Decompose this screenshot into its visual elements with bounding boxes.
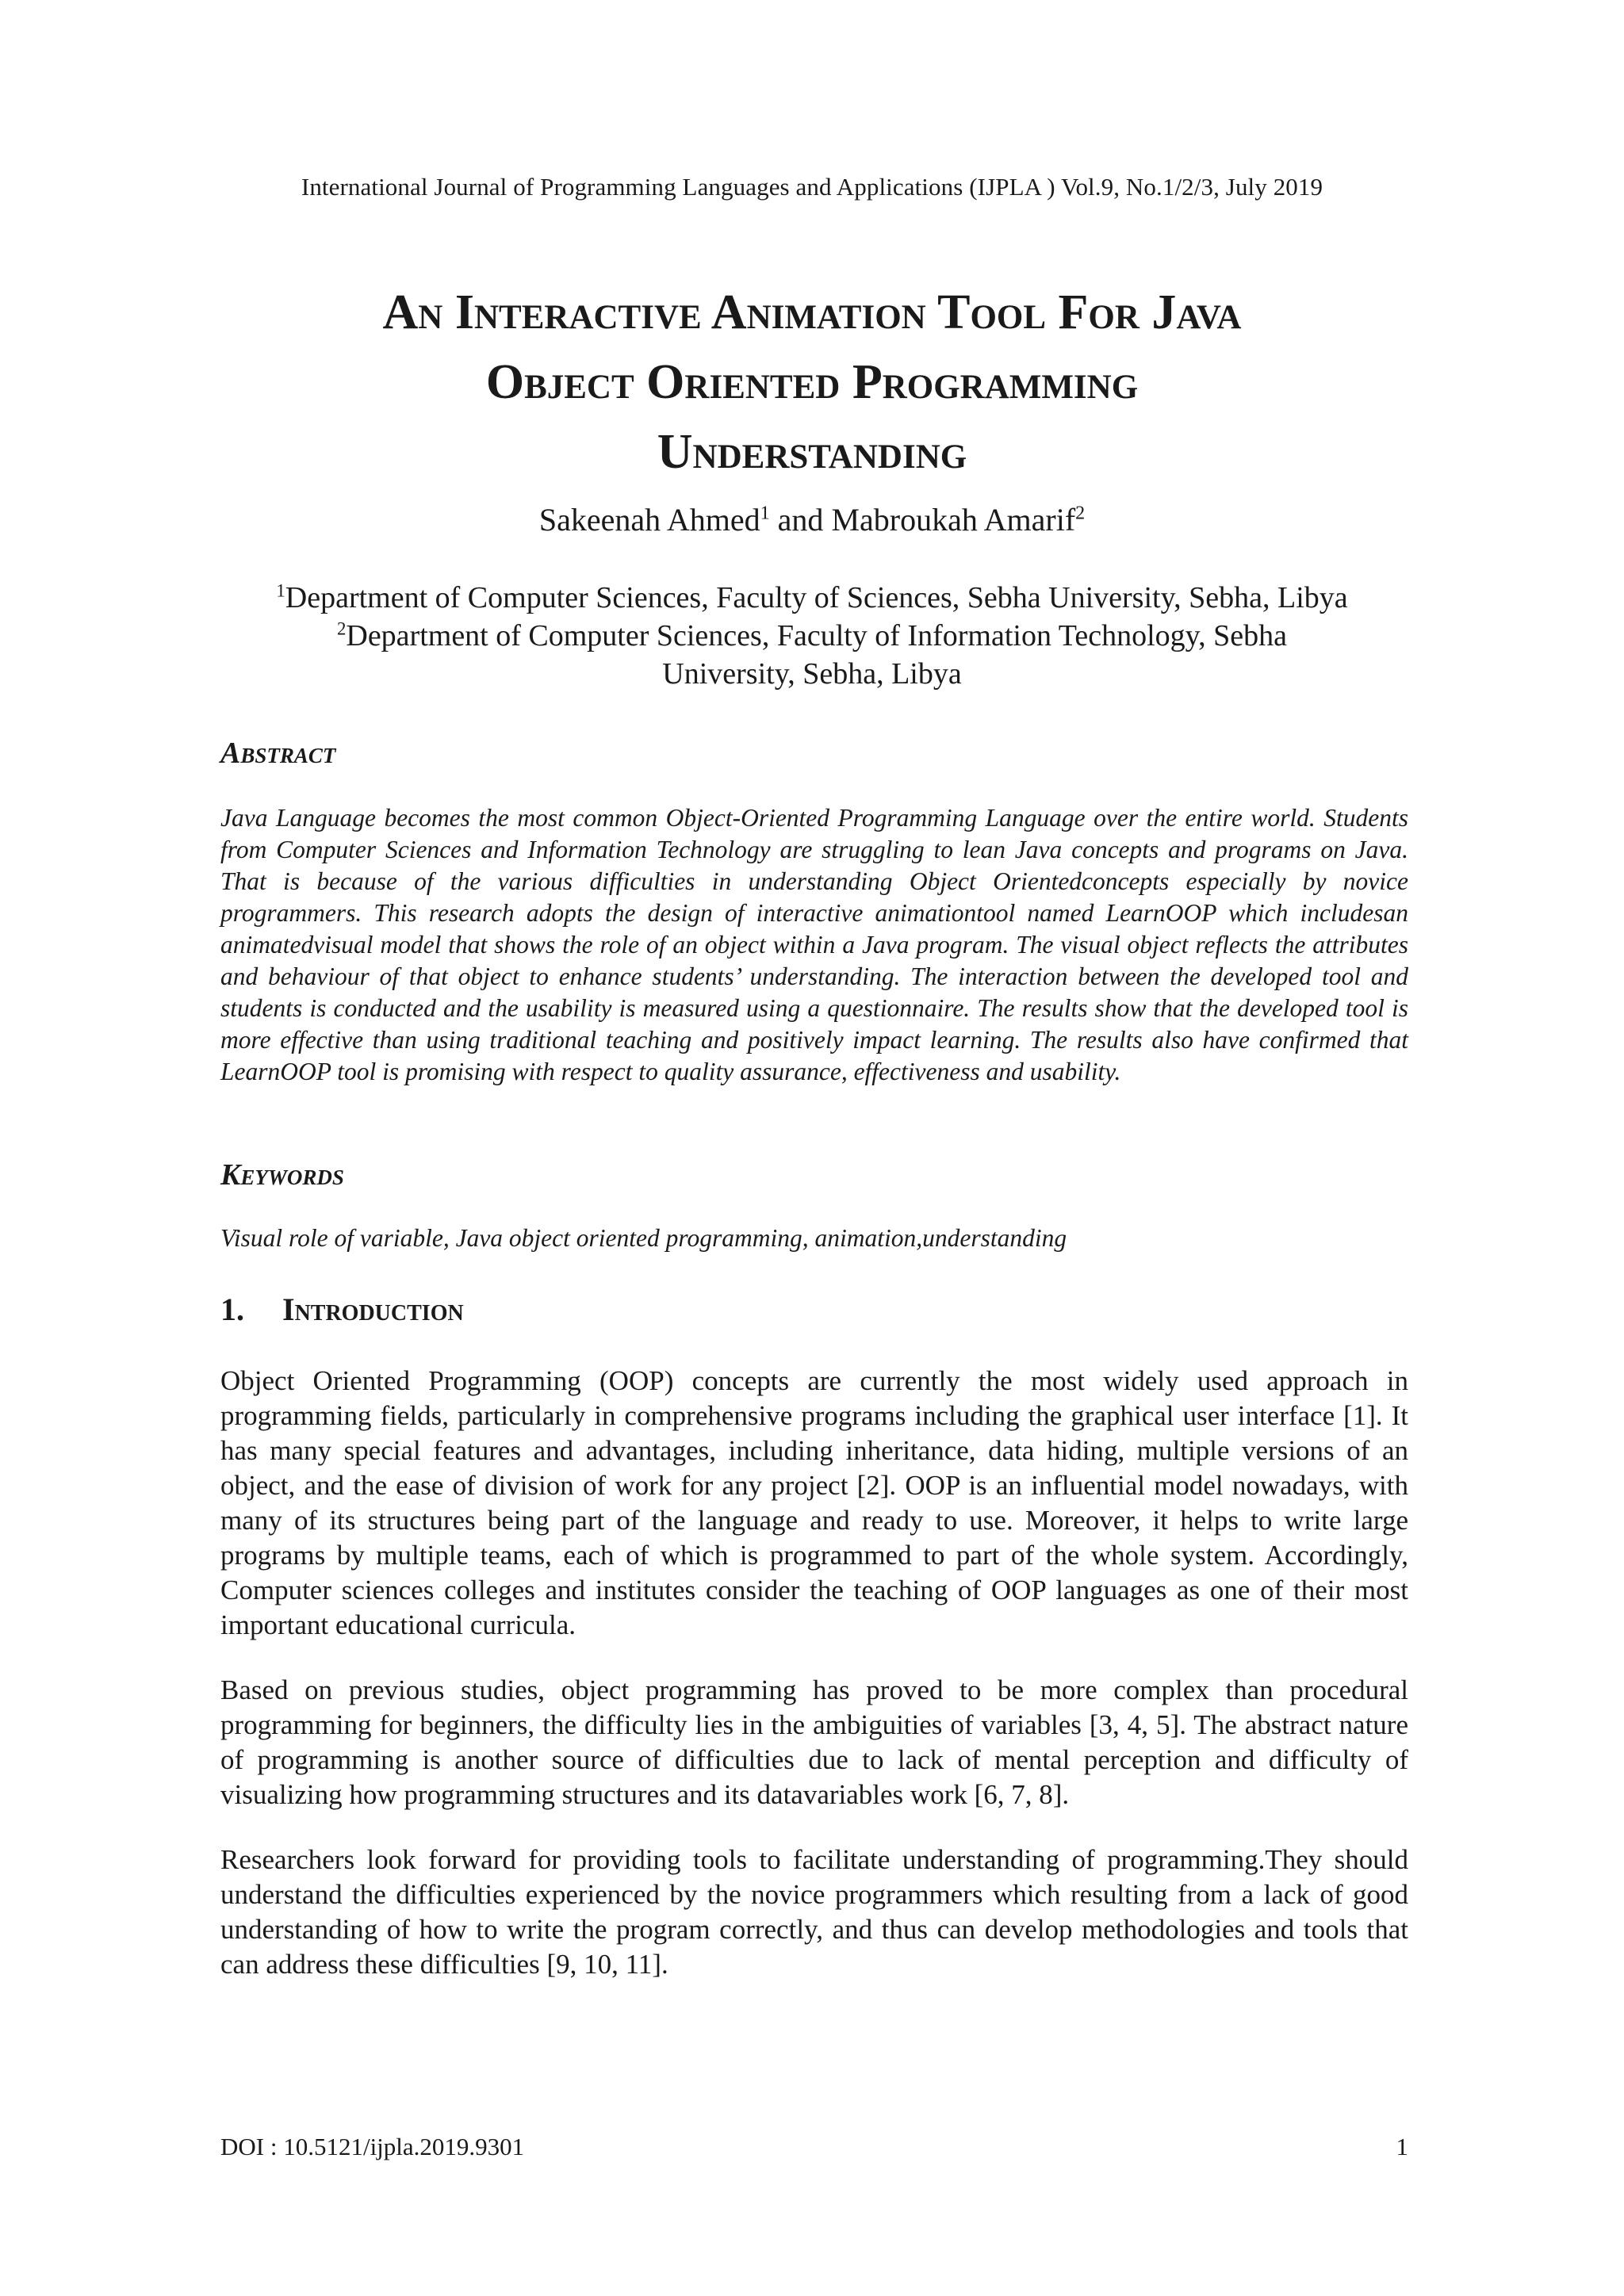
paper-title bbox=[119, 277, 1505, 487]
author-1-affiliation-mark: 1 bbox=[760, 503, 770, 524]
affiliation-1 bbox=[182, 579, 1442, 617]
title-line-1: An Interactive Animation Tool For Java bbox=[382, 285, 1242, 339]
title-line-3: Understanding bbox=[657, 425, 967, 479]
affiliation-1-mark: 1 bbox=[276, 580, 285, 601]
section-title: Introduction bbox=[282, 1292, 464, 1327]
footer-page-number: 1 bbox=[1396, 2133, 1408, 2160]
intro-paragraph-3: Researchers look forward for providing tools to facilitate understanding of programming.They should understand the difficulties experienced by the novice programmers which resulting from a lack of good understanding of how to write the program correctly, and thus can develop methodologies and tools that can address these difficulties [9, 10, 11]. bbox=[220, 1844, 1408, 1980]
author-1-name: Sakeenah Ahmed bbox=[538, 502, 760, 538]
intro-paragraph-1: Object Oriented Programming (OOP) concepts are currently the most widely used approach in programming fields, particularly in comprehensive programs including the graphical user interface [1]. It has many special features and advantages, including inheritance, data hiding, multiple versions of an object, and the ease of division of work for any project [2]. OOP is an influential model nowadays, with many of its structures being part of the language and ready to use. Moreover, it helps to write large programs by multiple teams, each of which is programmed to part of the whole system. Accordingly, Computer sciences colleges and institutes consider the teaching of OOP languages as one of their most important educational curricula. bbox=[220, 1365, 1408, 1640]
affiliations bbox=[182, 579, 1442, 693]
footer-doi: DOI : 10.5121/ijpla.2019.9301 bbox=[220, 2133, 525, 2160]
keywords-heading: Keywords bbox=[220, 1158, 344, 1192]
author-2-affiliation-mark: 2 bbox=[1075, 503, 1086, 524]
affiliation-1-text: Department of Computer Sciences, Faculty of Sciences, Sebha University, Sebha, Libya bbox=[285, 581, 1348, 614]
author-2-name: Mabroukah Amarif bbox=[831, 502, 1076, 538]
introduction-heading bbox=[220, 1291, 464, 1328]
affiliation-2 bbox=[182, 617, 1442, 655]
running-header: International Journal of Programming Languages and Applications (IJPLA ) Vol.9, No.1/2/3, July 2019 bbox=[301, 173, 1323, 201]
intro-paragraph-2: Based on previous studies, object programming has proved to be more complex than procedural programming for beginners, the difficulty lies in the ambiguities of variables [3, 4, 5]. The abstract nature of programming is another source of difficulties due to lack of mental perception and difficulty of visualizing how programming structures and its datavariables work [6, 7, 8]. bbox=[220, 1674, 1408, 1810]
affiliation-2-text-line-1: Department of Computer Sciences, Faculty of Information Technology, Sebha bbox=[346, 619, 1288, 652]
section-number: 1. bbox=[220, 1292, 244, 1327]
affiliation-2-mark: 2 bbox=[336, 618, 347, 639]
abstract-text: Java Language becomes the most common Object-Oriented Programming Language over the entire world. Students from Computer Sciences and Information Technology are struggling to lean Java concepts and programs on Java. That is because of the various difficulties in understanding Object Orientedconcepts especially by novice programmers. This research adopts the design of interactive animationtool named LearnOOP which includesan animatedvisual model that shows the role of an object within a Java program. The visual object reflects the attributes and behaviour of that object to enhance students’ understanding. The interaction between the developed tool and students is conducted and the usability is measured using a questionnaire. The results show that the developed tool is more effective than using traditional teaching and positively impact learning. The results also have confirmed that LearnOOP tool is promising with respect to quality assurance, effectiveness and usability. bbox=[220, 804, 1408, 1085]
affiliation-2-text-line-2: University, Sebha, Libya bbox=[662, 657, 962, 691]
keywords-text: Visual role of variable, Java object oriented programming, animation,understanding bbox=[220, 1224, 1067, 1252]
title-line-2: Object Oriented Programming bbox=[485, 355, 1139, 409]
author-list bbox=[0, 501, 1624, 538]
author-conjunction: and bbox=[769, 502, 832, 538]
abstract-heading: Abstract bbox=[220, 737, 336, 770]
